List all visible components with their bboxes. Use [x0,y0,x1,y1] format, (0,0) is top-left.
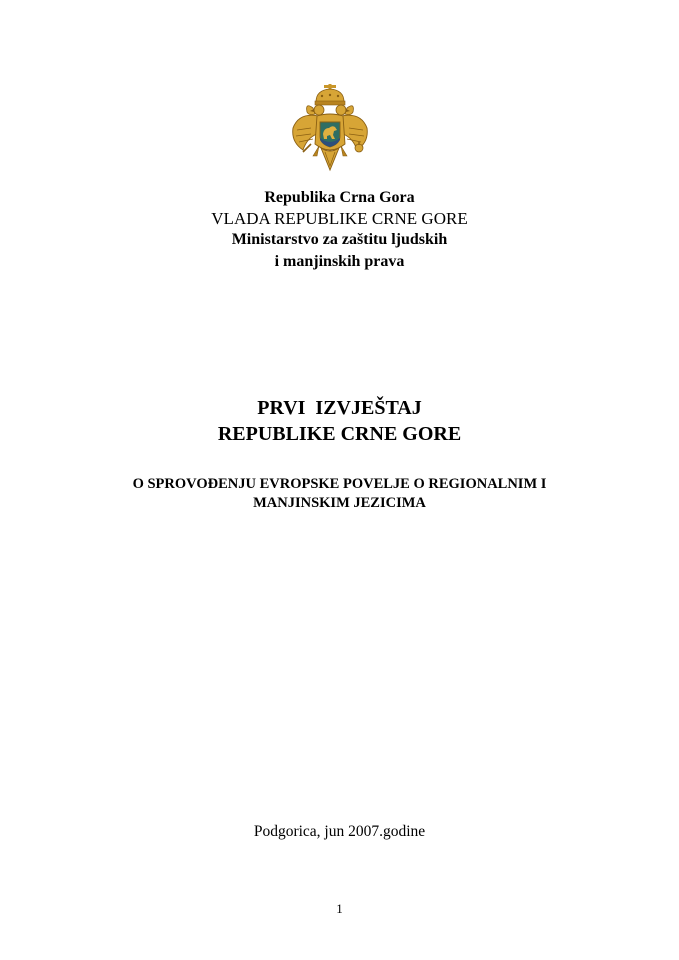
republic-name: Republika Crna Gora [264,189,415,206]
coat-of-arms-emblem [289,84,371,172]
shield-icon [320,122,340,147]
crown-icon [315,84,345,105]
ministry-name-line1: Ministarstvo za zaštitu ljudskih [231,231,448,248]
place-and-date: Podgorica, jun 2007.godine [253,823,426,840]
report-subtitle-line1: O SPROVOĐENJU EVROPSKE POVELJE O REGIONALNIM I [132,476,547,492]
report-title-line2: REPUBLIKE CRNE GORE [217,423,462,445]
page-number: 1 [336,901,343,916]
report-subtitle-line2: MANJINSKIM JEZICIMA [253,495,426,511]
government-name: VLADA REPUBLIKE CRNE GORE [211,209,468,228]
eagle-heads-icon [307,105,354,115]
report-title-line1: PRVI IZVJEŠTAJ [257,397,422,419]
ministry-name-line2: i manjinskih prava [274,253,405,270]
